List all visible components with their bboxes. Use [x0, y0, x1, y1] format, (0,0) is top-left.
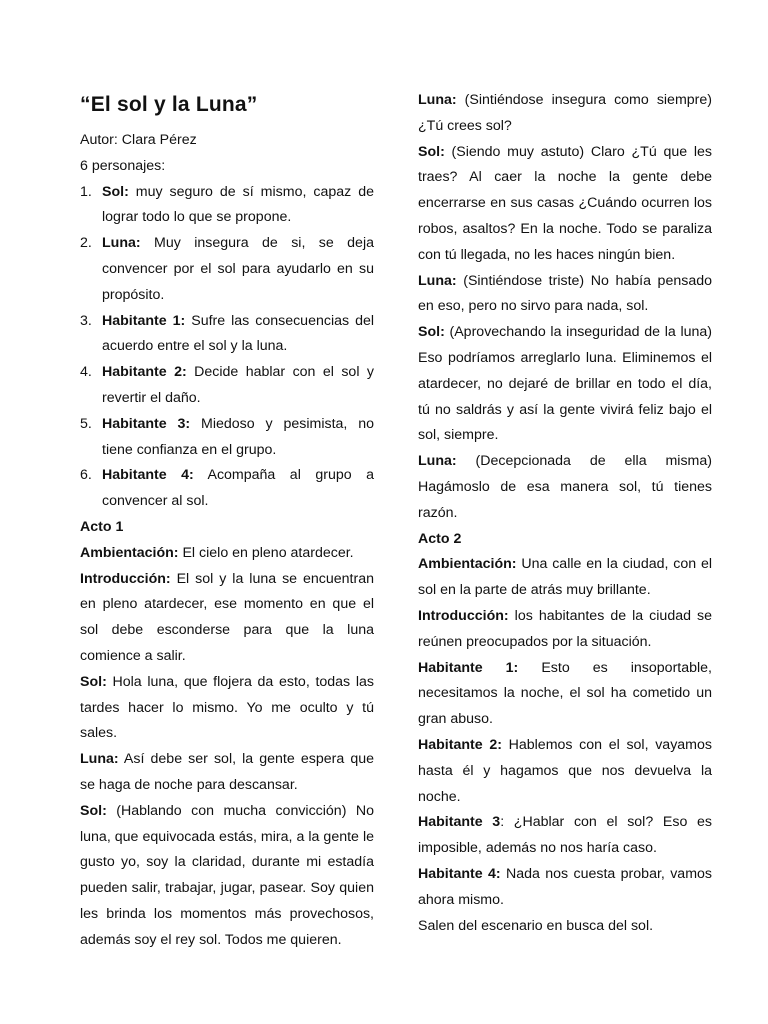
character-name: Habitante 4:	[102, 467, 194, 484]
author-line: Autor: Clara Pérez	[80, 132, 197, 148]
script-paragraph	[418, 810, 712, 862]
character-name: Luna:	[102, 235, 141, 252]
script-paragraph	[80, 670, 374, 747]
character-name: Sol:	[102, 183, 129, 200]
character-desc: Decide hablar con el sol y revertir el daño.	[102, 364, 374, 406]
script-paragraph	[418, 140, 712, 269]
act-heading: Acto 1	[80, 518, 124, 535]
character-item	[80, 180, 374, 232]
speaker-label: Introducción:	[418, 607, 509, 624]
list-number: 1.	[80, 183, 92, 200]
act-heading: Acto 2	[418, 530, 462, 547]
character-item	[80, 309, 374, 361]
character-desc: Miedoso y pesimista, no tiene confianza en el grupo.	[102, 415, 374, 458]
speaker-label: Sol:	[80, 673, 107, 690]
script-paragraph	[80, 541, 374, 567]
script-paragraph	[418, 552, 712, 604]
paragraph-text: : ¿Hablar con el sol? Eso es imposible, además no nos haría caso.	[418, 814, 712, 857]
paragraph-text: (Aprovechando la inseguridad de la luna) Eso podríamos arreglarlo luna. Eliminemos el atardecer, no dejaré de brillar en todo el día, tú no saldrás y así la gente vivirá feliz bajo el sol, siempre.	[418, 324, 712, 444]
character-item	[80, 412, 374, 464]
speaker-label: Luna:	[80, 751, 119, 768]
speaker-label: Sol:	[418, 324, 445, 341]
character-desc: Muy insegura de si, se deja convencer por el sol para ayudarlo en su propósito.	[102, 235, 374, 303]
paragraph-text: Esto es insoportable, necesitamos la noche, el sol ha cometido un gran abuso.	[418, 659, 713, 728]
script-paragraph	[418, 320, 712, 449]
paragraph-text: los habitantes de la ciudad se reúnen preocupados por la situación.	[418, 607, 712, 650]
paragraph-text: Así debe ser sol, la gente espera que se haga de noche para descansar.	[80, 751, 374, 793]
paragraph-text: Una calle en la ciudad, con el sol en la parte de atrás muy brillante.	[418, 556, 712, 599]
list-number: 6.	[80, 467, 92, 484]
character-item	[80, 463, 374, 515]
speaker-label: Habitante 4:	[418, 865, 501, 882]
speaker-label: Luna:	[418, 453, 457, 470]
script-paragraph	[418, 88, 712, 140]
list-number: 4.	[80, 364, 92, 381]
script-paragraph	[418, 733, 712, 810]
speaker-label: Introducción:	[80, 570, 171, 587]
character-item	[80, 231, 374, 308]
characters-line: 6 personajes:	[80, 157, 166, 174]
character-item	[80, 360, 374, 412]
list-number: 5.	[80, 415, 92, 432]
paragraph-text: Nada nos cuesta probar, vamos ahora mismo.	[418, 865, 712, 908]
speaker-label: Habitante 2:	[418, 736, 502, 753]
paragraph-text: Hablemos con el sol, vayamos hasta él y hagamos que nos devuelva la noche.	[418, 736, 712, 805]
right-column	[418, 88, 712, 939]
script-paragraph	[80, 747, 374, 799]
document-title: “El sol y la Luna”	[80, 93, 258, 116]
speaker-label: Luna:	[418, 92, 457, 108]
paragraph-text: (Sintiéndose triste) No había pensado en eso, pero no sirvo para nada, sol.	[418, 272, 712, 315]
speaker-label: Luna:	[418, 272, 457, 289]
script-paragraph	[418, 604, 712, 656]
list-number: 2.	[80, 235, 92, 252]
left-column	[80, 86, 374, 954]
list-number: 3.	[80, 312, 92, 329]
character-desc: Sufre las consecuencias del acuerdo entre el sol y la luna.	[102, 312, 374, 355]
script-paragraph	[418, 862, 712, 914]
speaker-label: Sol:	[80, 802, 107, 819]
script-paragraph	[418, 449, 712, 526]
paragraph-text: (Hablando con mucha convicción) No luna, que equivocada estás, mira, a la gente le gusto yo, soy la claridad, durante mi estadía pueden salir, trabajar, jugar, pasear. Soy quien les brinda los momentos más provechosos, además soy el rey sol. Todos me quieren.	[80, 802, 374, 948]
paragraph-text: (Sintiéndose insegura como siempre) ¿Tú crees sol?	[418, 92, 712, 134]
paragraph-text: Hola luna, que flojera da esto, todas las tardes hacer lo mismo. Yo me oculto y tú sales.	[80, 673, 374, 742]
paragraph-text: (Siendo muy astuto) Claro ¿Tú que les traes? Al caer la noche la gente debe encerrarse en sus casas ¿Cuándo ocurren los robos, asaltos? En la noche. Todo se paraliza con tú llegada, no les haces ningún bien.	[418, 143, 712, 263]
paragraph-text: El sol y la luna se encuentran en pleno atardecer, ese momento en que el sol debe esconderse para que la luna comience a salir.	[80, 570, 374, 664]
character-desc: muy seguro de sí mismo, capaz de lograr todo lo que se propone.	[102, 183, 374, 226]
speaker-label: Sol:	[418, 143, 445, 160]
character-name: Habitante 2:	[102, 364, 187, 381]
character-name: Habitante 3:	[102, 415, 191, 432]
paragraph-text: (Decepcionada de ella misma) Hagámoslo de esa manera sol, tú tienes razón.	[418, 453, 712, 521]
stage-direction: Salen del escenario en busca del sol.	[418, 917, 654, 934]
paragraph-text: El cielo en pleno atardecer.	[178, 544, 354, 561]
character-list	[80, 180, 374, 515]
script-paragraph	[80, 799, 374, 954]
speaker-label: Ambientación:	[418, 556, 517, 573]
character-name: Habitante 1:	[102, 312, 186, 329]
speaker-label: Habitante 1:	[418, 659, 519, 676]
speaker-label: Ambientación:	[80, 544, 179, 561]
script-paragraph	[418, 656, 712, 733]
script-paragraph	[418, 269, 712, 321]
character-desc: Acompaña al grupo a convencer al sol.	[102, 467, 375, 510]
speaker-label: Habitante 3	[418, 814, 501, 831]
script-paragraph	[80, 567, 374, 670]
